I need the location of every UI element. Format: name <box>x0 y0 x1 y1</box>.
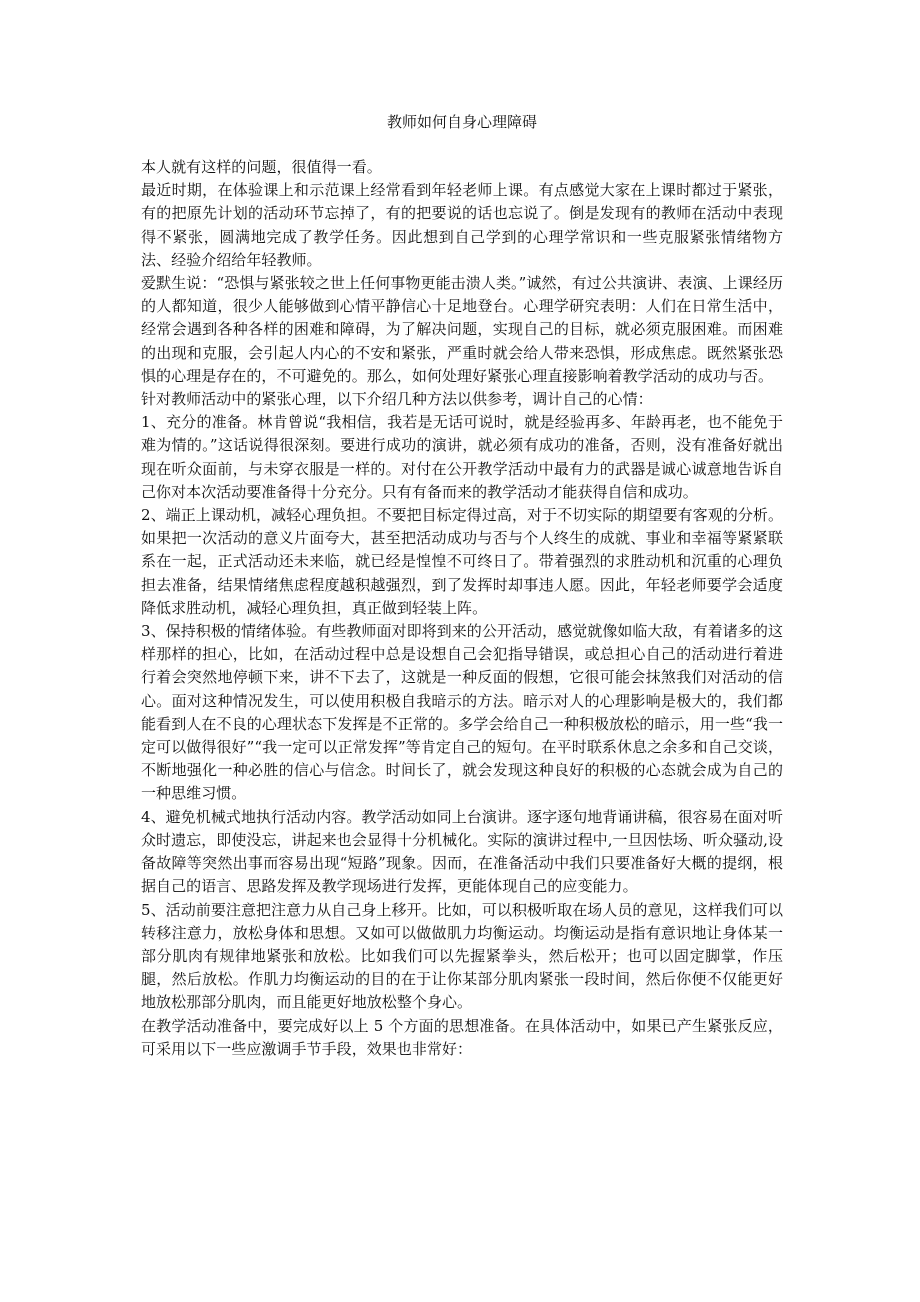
paragraph-emerson-quote: 爱默生说：“恐惧与紧张较之世上任何事物更能击溃人类。”诚然，有过公共演讲、表演、上课经历的人都知道，很少人能够做到心情平静信心十足地登台。心理学研究表明：人们在日常生活中，经常会遇到各种各样的困难和障碍，为了解决问题，实现自己的目标，就必须克服困难。而困难的出现和克服，会引起人内心的不安和紧张，严重时就会给人带来恐惧，形成焦虑。既然紧张恐惧的心理是存在的，不可避免的。那么，如何处理好紧张心理直接影响着教学活动的成功与否。 <box>141 274 783 385</box>
paragraph-methods-intro: 针对教师活动中的紧张心理，以下介绍几种方法以供参考，调计自己的心情： <box>141 390 653 409</box>
paragraph-method-5: 5、活动前要注意把注意力从自己身上移开。比如，可以积极听取在场人员的意见，这样我们可以转移注意力，放松身体和思想。又如可以做做肌力均衡运动。均衡运动是指有意识地让身体某一部分肌肉有规律地紧张和放松。比如我们可以先握紧拳头，然后松开；也可以固定脚掌，作压腿，然后放松。作肌力均衡运动的目的在于让你某部分肌肉紧张一段时间，然后你便不仅能更好地放松那部分肌肉，而且能更好地放松整个身心。 <box>141 900 783 1012</box>
paragraph-background: 最近时期，在体验课上和示范课上经常看到年轻老师上课。有点感觉大家在上课时都过于紧张，有的把原先计划的活动环节忘掉了，有的把要说的话也忘说了。倒是发现有的教师在活动中表现得不紧张，圆满地完成了教学任务。因此想到自己学到的心理学常识和一些克服紧张情绪物方法、经验介绍给年轻教师。 <box>141 181 783 269</box>
paragraph-method-4: 4、避免机械式地执行活动内容。教学活动如同上台演讲。逐字逐句地背诵讲稿，很容易在面对听众时遗忘，即使没忘，讲起来也会显得十分机械化。实际的演讲过程中,一旦因怯场、听众骚动,设备故障等突然出事而容易出现“短路”现象。因而，在准备活动中我们只要准备好大概的提纲，根据自己的语言、思路发挥及教学现场进行发挥，更能体现自己的应变能力。 <box>141 807 783 896</box>
paragraph-conclusion: 在教学活动准备中，要完成好以上 5 个方面的思想准备。在具体活动中，如果已产生紧张反应，可采用以下一些应激调手节手段，效果也非常好： <box>141 1016 783 1058</box>
document-title: 教师如何自身心理障碍 <box>386 113 537 131</box>
paragraph-intro: 本人就有这样的问题，很值得一看。 <box>141 158 382 176</box>
paragraph-method-2: 2、端正上课动机，减轻心理负担。不要把目标定得过高，对于不切实际的期望要有客观的分析。如果把一次活动的意义片面夸大，甚至把活动成功与否与个人终生的成就、事业和幸福等紧紧联系在一起，正式活动还未来临，就已经是惶惶不可终日了。带着强烈的求胜动机和沉重的心理负担去准备，结果情绪焦虑程度越积越强烈，到了发挥时却事违人愿。因此，年轻老师要学会适度降低求胜动机，减轻心理负担，真正做到轻装上阵。 <box>141 506 783 617</box>
document-page <box>141 110 783 1061</box>
paragraph-method-3: 3、保持积极的情绪体验。有些教师面对即将到来的公开活动，感觉就像如临大敌，有着诸多的这样那样的担心，比如，在活动过程中总是设想自己会犯指导错误，或总担心自己的活动进行着进行着会突然地停顿下来，讲不下去了，这就是一种反面的假想，它很可能会抹煞我们对活动的信心。面对这种情况发生，可以使用积极自我暗示的方法。暗示对人的心理影响是极大的，我们都能看到人在不良的心理状态下发挥是不正常的。多学会给自己一种积极放松的暗示，用一些“我一定可以做得很好”“我一定可以正常发挥”等肯定自己的短句。在平时联系休息之余多和自己交谈，不断地强化一种必胜的信心与信念。时间长了，就会发现这种良好的积极的心态就会成为自己的一种思维习惯。 <box>141 622 783 803</box>
paragraph-method-1: 1、充分的准备。林肯曾说“我相信，我若是无话可说时，就是经验再多、年龄再老，也不能免于难为情的。”这话说得很深刻。要进行成功的演讲，就必须有成功的准备，否则，没有准备好就出现在听众面前，与未穿衣服是一样的。对付在公开教学活动中最有力的武器是诚心诚意地告诉自己你对本次活动要准备得十分充分。只有有备而来的教学活动才能获得自信和成功。 <box>141 413 783 501</box>
